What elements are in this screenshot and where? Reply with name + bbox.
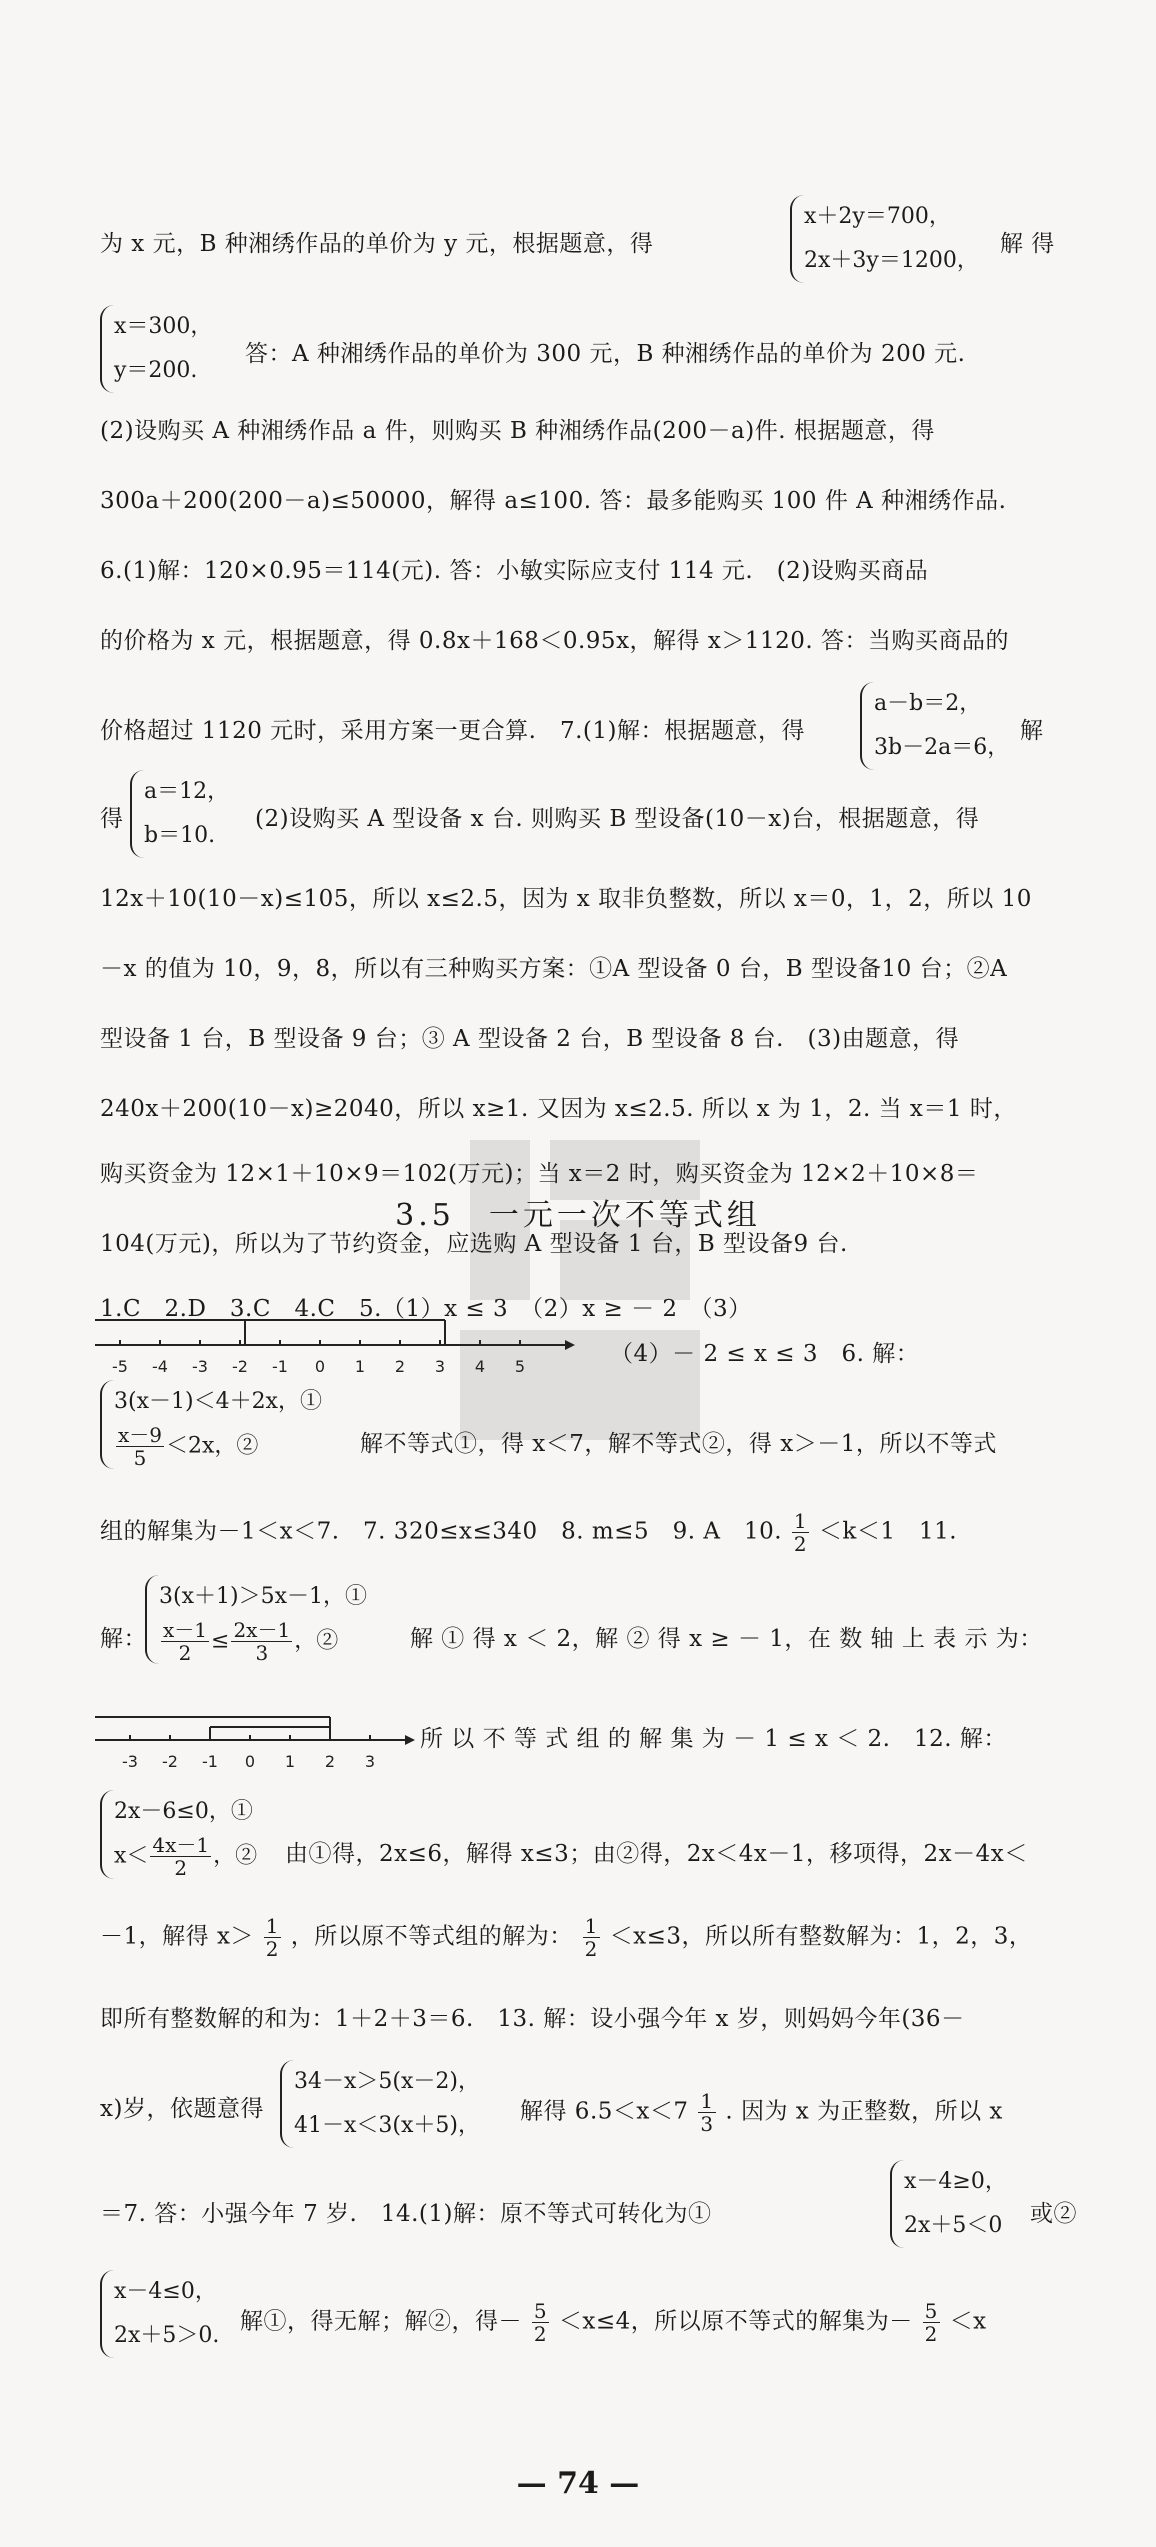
text-line: 解①，得无解；解②，得－ $\frac{5}{2}$ ＜x≤4，所以原不等式的解集为－ $\frac{5}{2}$ ＜x — [240, 2299, 987, 2346]
text-line: 12x＋10(10－x)≤105，所以 x≤2.5，因为 x 取非负整数，所以 x＝0，1，2，所以 10 — [100, 886, 1032, 912]
text-line: 解 得 — [1000, 231, 1055, 257]
tick-label: 1 — [284, 1752, 296, 1771]
page-number: — 74 — — [516, 2466, 640, 2501]
text-line: 型设备 1 台，B 型设备 9 台；③ A 型设备 2 台，B 型设备 8 台. (3)由题意，得 — [100, 1026, 960, 1052]
tick-label: 1 — [354, 1357, 366, 1376]
fraction: $\frac{1}{3}$ — [700, 2089, 714, 2136]
section-title: 3.5 一元一次不等式组 — [395, 1198, 761, 1233]
equation-system: x－4≥0， 2x＋5＜0 — [890, 2160, 1007, 2248]
equation-system: a＝12， b＝10. — [130, 770, 229, 858]
text-line: 组的解集为－1＜x＜7. 7. 320≤x≤340 8. m≤5 9. A 10. $\frac{1}{2}$ ＜k＜1 11. — [100, 1509, 958, 1556]
text-line: （4）－ 2 ≤ x ≤ 3 6. 解： — [610, 1341, 920, 1367]
tick-label: -1 — [202, 1752, 218, 1771]
text-line: 或② — [1030, 2201, 1077, 2227]
equation-system: 34－x＞5(x－2)， 41－x＜3(x＋5)， — [280, 2060, 480, 2148]
tick-label: 0 — [244, 1752, 256, 1771]
text-line: －x 的值为 10，9，8，所以有三种购买方案：①A 型设备 0 台，B 型设备10 台；②A — [100, 956, 1008, 982]
tick-label: 2 — [324, 1752, 336, 1771]
tick-label: 3 — [434, 1357, 446, 1376]
text-line: 解： — [100, 1626, 147, 1652]
tick-label: 2 — [394, 1357, 406, 1376]
fraction: $\frac{1}{2}$ — [265, 1914, 279, 1961]
fraction: $\frac{5}{2}$ — [533, 2299, 548, 2346]
text-line: 300a＋200(200－a)≤50000，解得 a≤100. 答：最多能购买 100 件 A 种湘绣作品. — [100, 488, 1007, 514]
axis-arrow — [565, 1340, 575, 1350]
text-line: 解得 6.5＜x＜7 $\frac{1}{3}$ . 因为 x 为正整数，所以 x — [520, 2089, 1003, 2136]
equation-system: a－b＝2， 3b－2a＝6， — [860, 682, 1009, 770]
text-line: 的价格为 x 元，根据题意，得 0.8x＋168＜0.95x，解得 x＞1120. 答：当购买商品的 — [100, 628, 1009, 654]
text-line: 104(万元)，所以为了节约资金，应选购 A 型设备 1 台，B 型设备9 台. — [100, 1231, 848, 1257]
equation-system: x＝300， y＝200. — [100, 305, 212, 393]
text-line: 1.C 2.D 3.C 4.C 5.（1）x ≤ 3 （2）x ≥ － 2 （3） — [100, 1296, 752, 1322]
tick-label: -5 — [112, 1357, 128, 1376]
tick-label: -3 — [122, 1752, 138, 1771]
text-line: x)岁，依题意得 — [100, 2096, 264, 2122]
equation-system: 2x－6≤0，① x＜ $\frac{4x-1}{2}$ ，② — [100, 1790, 257, 1879]
text-line: 6.(1)解：120×0.95＝114(元). 答：小敏实际应支付 114 元. (2)设购买商品 — [100, 558, 929, 584]
text-line: 即所有整数解的和为：1＋2＋3＝6. 13. 解：设小强今年 x 岁，则妈妈今年(36－ — [100, 2006, 965, 2032]
tick-label: -4 — [152, 1357, 168, 1376]
tick-label: -2 — [162, 1752, 178, 1771]
number-line-2 — [95, 1705, 415, 1775]
tick-label: 3 — [364, 1752, 376, 1771]
text-line: ＝7. 答：小强今年 7 岁. 14.(1)解：原不等式可转化为① — [100, 2201, 712, 2227]
text-line: －1，解得 x＞ $\frac{1}{2}$ ，所以原不等式组的解为： $\frac{1}{2}$ ＜x≤3，所以所有整数解为：1，2，3， — [100, 1914, 1033, 1961]
fraction: $\frac{1}{2}$ — [793, 1509, 808, 1556]
tick-label: 4 — [474, 1357, 486, 1376]
tick-label: -1 — [272, 1357, 288, 1376]
text-line: 购买资金为 12×1＋10×9＝102(万元)；当 x＝2 时，购买资金为 12×2＋10×8＝ — [100, 1161, 979, 1187]
fraction: $\frac{1}{2}$ — [584, 1914, 598, 1961]
tick-label: -3 — [192, 1357, 208, 1376]
text-line: 得 — [100, 806, 124, 832]
text-line: 解 — [1020, 718, 1044, 744]
tick-label: 5 — [514, 1357, 526, 1376]
text-line: 解不等式①，得 x＜7，解不等式②，得 x＞－1，所以不等式 — [360, 1431, 997, 1457]
equation-system: 3(x＋1)＞5x－1，① $\frac{x-1}{2}$ ≤ $\frac{2x-1}{3}$ ，② — [145, 1575, 367, 1664]
tick-label: -2 — [232, 1357, 248, 1376]
text-line: 解 ① 得 x ＜ 2，解 ② 得 x ≥ － 1，在 数 轴 上 表 示 为： — [410, 1626, 1043, 1652]
axis-arrow — [405, 1735, 415, 1745]
text-line: 240x＋200(10－x)≥2040，所以 x≥1. 又因为 x≤2.5. 所以 x 为 1，2. 当 x＝1 时， — [100, 1096, 1017, 1122]
text-line: 价格超过 1120 元时，采用方案一更合算. 7.(1)解：根据题意，得 — [100, 718, 805, 744]
equation-system: x－4≤0， 2x＋5＞0. — [100, 2270, 219, 2358]
text-line: 所 以 不 等 式 组 的 解 集 为 － 1 ≤ x ＜ 2. 12. 解： — [420, 1726, 1007, 1752]
text-line: (2)设购买 A 种湘绣作品 a 件，则购买 B 种湘绣作品(200－a)件. 根据题意，得 — [100, 418, 935, 444]
equation-system: 3(x－1)＜4＋2x，① $\frac{x-9}{5}$ ＜2x，② — [100, 1380, 322, 1469]
text-line: 为 x 元，B 种湘绣作品的单价为 y 元，根据题意，得 — [100, 231, 654, 257]
tick-label: 0 — [314, 1357, 326, 1376]
text-line: 由①得，2x≤6，解得 x≤3；由②得，2x＜4x－1，移项得，2x－4x＜ — [285, 1841, 1028, 1867]
text-line: 答：A 种湘绣作品的单价为 300 元，B 种湘绣作品的单价为 200 元. — [245, 341, 966, 367]
number-line-1 — [95, 1300, 575, 1380]
equation-system: x＋2y＝700， 2x＋3y＝1200， — [790, 195, 979, 283]
fraction: $\frac{5}{2}$ — [924, 2299, 938, 2346]
text-line: (2)设购买 A 型设备 x 台. 则购买 B 型设备(10－x)台，根据题意，得 — [255, 806, 980, 832]
